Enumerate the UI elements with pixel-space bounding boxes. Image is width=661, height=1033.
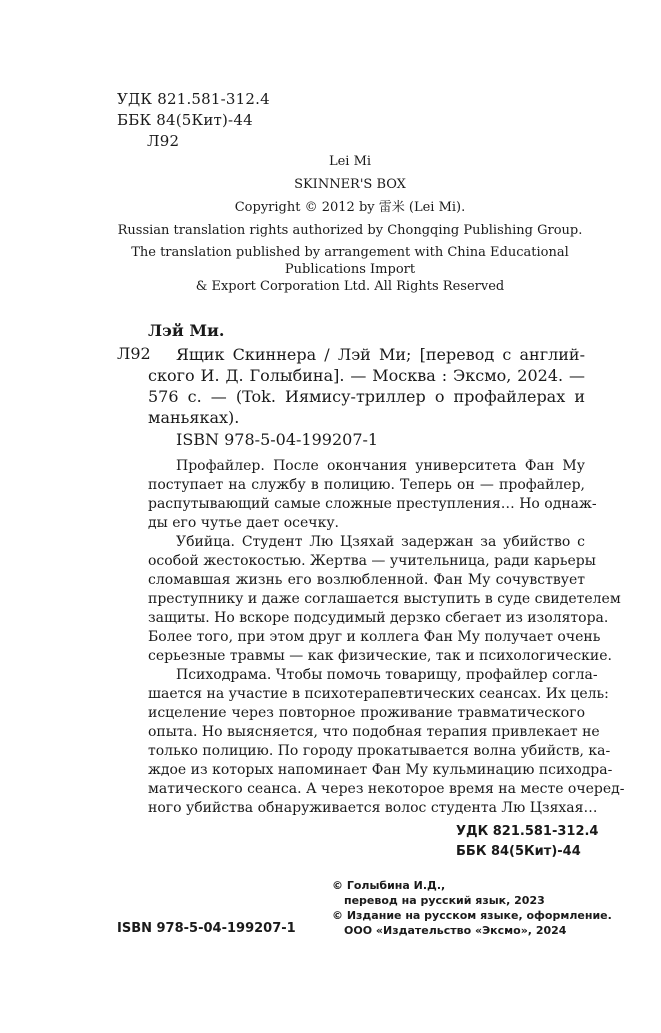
copyright-line: Copyright © 2012 by 雷米 (Lei Mi). — [234, 200, 466, 215]
annotation-line: серьезные травмы — как физические, так и психологические. — [148, 648, 612, 664]
annotation-line: особой жестокостью. Жертва — учительница, ради карьеры — [148, 553, 596, 569]
catalog-code: Л92 — [117, 344, 151, 363]
annotation-line: поступает на службу в полицию. Теперь он — профайлер, — [148, 477, 585, 493]
original-author: Lei Mi — [328, 154, 372, 169]
author-mark: Л92 — [147, 132, 180, 150]
udk-code: УДК 821.581-312.4 — [117, 90, 270, 108]
annotation-line: Психодрама. Чтобы помочь товарищу, профайлер согла- — [176, 667, 598, 683]
arrangement-line-2: Publications Import — [284, 262, 416, 277]
annotation-line: Профайлер. После окончания университета Фан Му — [176, 458, 585, 474]
bottom-isbn: ISBN 978-5-04-199207-1 — [117, 921, 296, 936]
annotation-line: Более того, при этом друг и коллега Фан Му получает очень — [148, 629, 601, 645]
annotation-line: ды его чутье дает осечку. — [148, 515, 340, 531]
catalog-line-2: ского И. Д. Голыбина]. — Москва : Эксмо, 2024. — — [148, 366, 585, 385]
translation-rights-line: Russian translation rights authorized by Chongqing Publishing Group. — [117, 223, 583, 238]
annotation-line: ждое из которых напоминает Фан Му кульминацию психодра- — [148, 762, 613, 778]
annotation-line: шается на участие в психотерапевтических сеансах. Их цель: — [148, 686, 609, 702]
annotation-line: ного убийства обнаруживается волос студента Лю Цзяхая… — [148, 800, 598, 816]
annotation-line: распутывающий самые сложные преступления… Но однаж- — [148, 496, 597, 512]
annotation-line: исцеление через повторное проживание травматического — [148, 705, 585, 721]
arrangement-line-3: & Export Corporation Ltd. All Rights Reserved — [195, 279, 505, 294]
catalog-line-3: 576 с. — (Tok. Иямису-триллер о профайлерах и — [148, 387, 585, 406]
bottom-udk-code: УДК 821.581-312.4 — [456, 824, 599, 839]
annotation-line: Убийца. Студент Лю Цзяхай задержан за убийство с — [176, 534, 585, 550]
catalog-author-heading: Лэй Ми. — [148, 321, 225, 340]
annotation-line: преступнику и даже соглашается выступить в суде свидетелем — [148, 591, 621, 607]
catalog-isbn: ISBN 978-5-04-199207-1 — [176, 430, 379, 449]
annotation-line: только полицию. По городу прокатывается волна убийств, ка- — [148, 743, 611, 759]
catalog-line-4: маньяках). — [148, 408, 240, 427]
annotation-line: защиты. Но вскоре подсудимый дерзко сбегает из изолятора. — [148, 610, 609, 626]
copyright-publisher-detail-text: ООО «Издательство «Эксмо», 2024 — [344, 924, 567, 937]
copyright-translator: © Голыбина И.Д., — [332, 879, 446, 892]
bbk-code: ББК 84(5Кит)-44 — [117, 111, 253, 129]
annotation-line: опыта. Но выясняется, что подобная терапия привлекает не — [148, 724, 600, 740]
copyright-translator-detail-text: перевод на русский язык, 2023 — [344, 894, 545, 907]
copyright-translator-detail — [332, 893, 545, 908]
original-title: SKINNER'S BOX — [294, 177, 406, 192]
annotation-line: сломавшая жизнь его возлюбленной. Фан Му сочувствует — [148, 572, 585, 588]
bottom-bbk-code: ББК 84(5Кит)-44 — [456, 844, 581, 859]
copyright-publisher: © Издание на русском языке, оформление. — [332, 909, 612, 922]
copyright-publisher-detail — [332, 923, 566, 938]
arrangement-line-1: The translation published by arrangement with China Educational — [131, 245, 569, 260]
annotation-line: матического сеанса. А через некоторое время на месте очеред- — [148, 781, 625, 797]
catalog-line-1: Ящик Скиннера / Лэй Ми; [перевод с англий- — [176, 345, 585, 364]
